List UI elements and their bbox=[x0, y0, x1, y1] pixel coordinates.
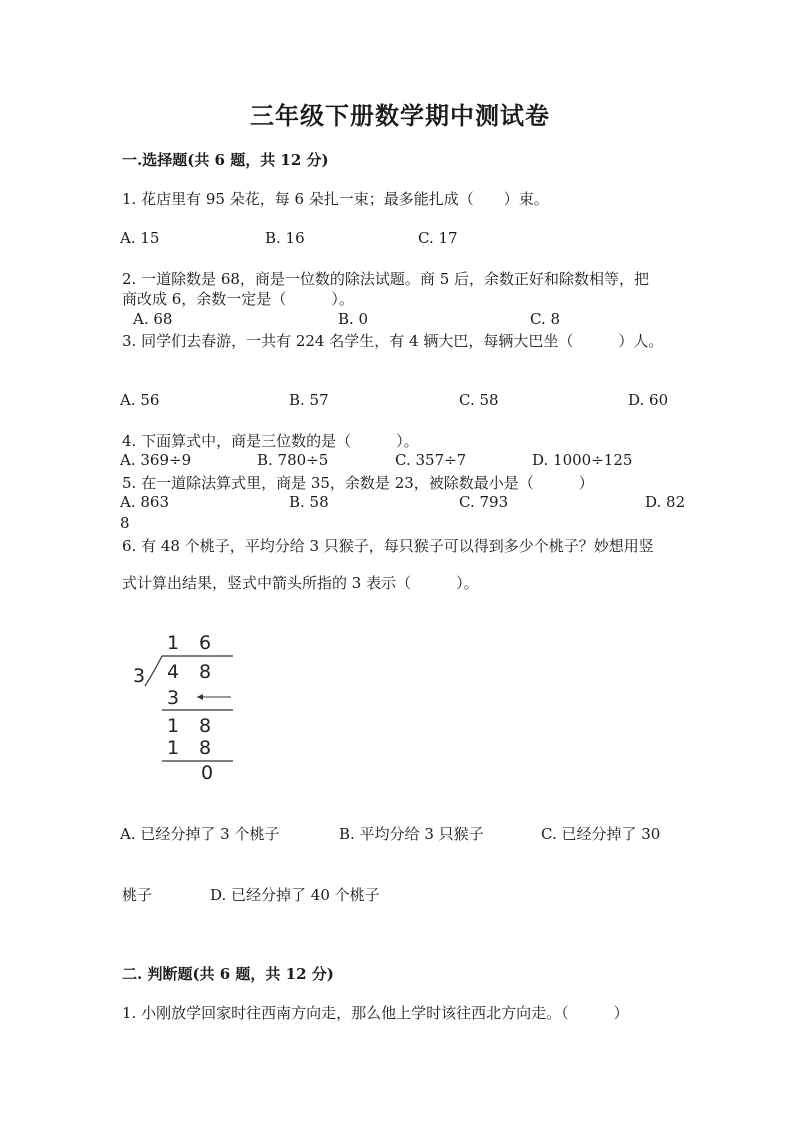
q6-option-c: C. 已经分掉了 30 bbox=[541, 825, 661, 843]
q3-option-c: C. 58 bbox=[459, 391, 499, 409]
question-5-text: 5. 在一道除法算式里，商是 35，余数是 23，被除数最小是（ ） bbox=[122, 474, 594, 492]
q6-option-b: B. 平均分给 3 只猴子 bbox=[339, 825, 484, 843]
q1-option-c: C. 17 bbox=[418, 229, 458, 247]
q4-option-d: D. 1000÷125 bbox=[532, 451, 633, 469]
q6-option-a: A. 已经分掉了 3 个桃子 bbox=[120, 825, 280, 843]
q2-option-b: B. 0 bbox=[338, 310, 369, 328]
q6-option-d: D. 已经分掉了 40 个桃子 bbox=[210, 886, 380, 904]
q5-option-d: D. 82 bbox=[645, 493, 686, 511]
question-6-text-line1: 6. 有 48 个桃子，平均分给 3 只猴子，每只猴子可以得到多少个桃子？妙想用竖 bbox=[122, 537, 654, 555]
question-6-text-line2: 式计算出结果，竖式中箭头所指的 3 表示（ ）。 bbox=[122, 574, 479, 592]
q2-option-c: C. 8 bbox=[530, 310, 561, 328]
divisor: 3 bbox=[133, 665, 146, 687]
long-division-figure bbox=[125, 628, 245, 788]
arrow-head-icon bbox=[197, 694, 203, 700]
quotient-digit-2: 6 bbox=[199, 632, 212, 654]
question-4-text: 4. 下面算式中，商是三位数的是（ ）。 bbox=[122, 432, 419, 450]
page-title: 三年级下册数学期中测试卷 bbox=[250, 101, 550, 130]
step2a-digit-2: 8 bbox=[199, 715, 212, 737]
q5-option-c: C. 793 bbox=[459, 493, 509, 511]
q6-option-c-continued: 桃子 bbox=[122, 886, 153, 904]
section-heading-judgement: 二. 判断题(共 6 题，共 12 分) bbox=[122, 965, 334, 983]
q1-option-b: B. 16 bbox=[265, 229, 305, 247]
step2a-digit-1: 1 bbox=[167, 715, 180, 737]
question-1-text: 1. 花店里有 95 朵花，每 6 朵扎一束；最多能扎成（ ）束。 bbox=[122, 190, 549, 208]
judgement-question-1-text: 1. 小刚放学回家时往西南方向走，那么他上学时该往西北方向走。（ ） bbox=[122, 1004, 629, 1022]
subtract-step-1: 3 bbox=[167, 687, 180, 709]
section-heading-choice: 一.选择题(共 6 题，共 12 分) bbox=[122, 151, 329, 169]
q4-option-c: C. 357÷7 bbox=[395, 451, 467, 469]
q1-option-a: A. 15 bbox=[120, 229, 160, 247]
question-2-text-line1: 2. 一道除数是 68，商是一位数的除法试题。商 5 后，余数正好和除数相等，把 bbox=[122, 270, 650, 288]
q3-option-d: D. 60 bbox=[628, 391, 669, 409]
q5-option-d-overflow: 8 bbox=[120, 514, 130, 532]
q2-option-a: A. 68 bbox=[133, 310, 173, 328]
question-3-text: 3. 同学们去春游，一共有 224 名学生，有 4 辆大巴，每辆大巴坐（ ）人。 bbox=[122, 332, 664, 350]
question-2-text-line2: 商改成 6，余数一定是（ ）。 bbox=[122, 290, 354, 308]
quotient-digit-1: 1 bbox=[167, 632, 180, 654]
q5-option-a: A. 863 bbox=[120, 493, 169, 511]
dividend-digit-1: 4 bbox=[167, 661, 180, 683]
q4-option-b: B. 780÷5 bbox=[257, 451, 329, 469]
dividend-digit-2: 8 bbox=[199, 661, 212, 683]
step2b-digit-1: 1 bbox=[167, 737, 180, 759]
remainder: 0 bbox=[201, 762, 214, 784]
division-bracket bbox=[145, 656, 162, 686]
step2b-digit-2: 8 bbox=[199, 737, 212, 759]
q5-option-b: B. 58 bbox=[289, 493, 329, 511]
q4-option-a: A. 369÷9 bbox=[120, 451, 192, 469]
q3-option-b: B. 57 bbox=[289, 391, 329, 409]
q3-option-a: A. 56 bbox=[120, 391, 160, 409]
